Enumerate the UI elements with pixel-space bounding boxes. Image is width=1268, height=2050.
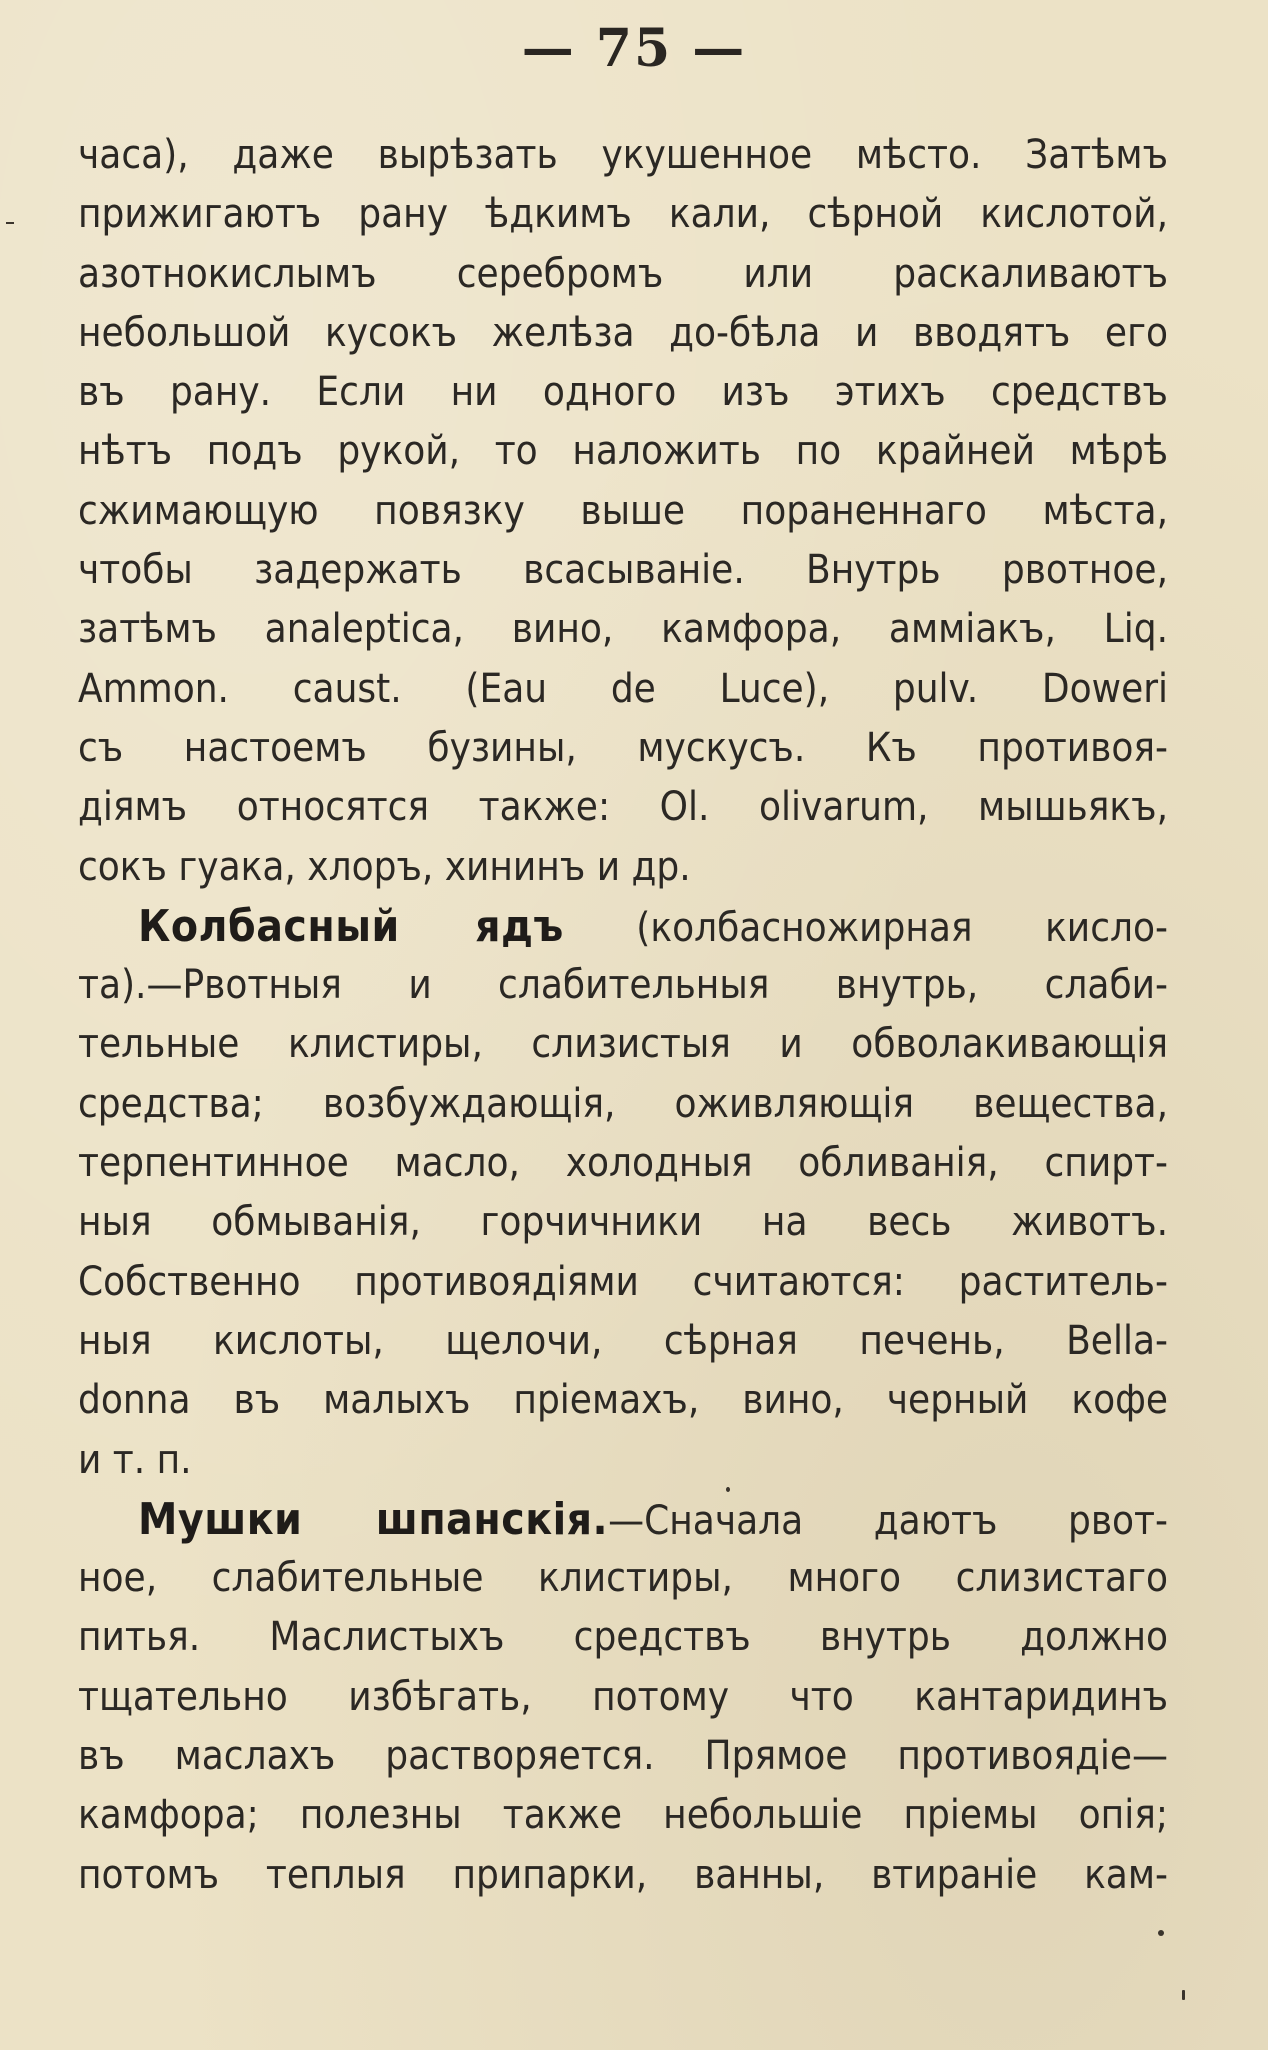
text-line: съ настоемъ бузины, мускусъ. Къ противоя- (78, 724, 1168, 771)
section-heading-line (78, 897, 1168, 956)
section-heading: Колбасный ядъ (138, 900, 564, 952)
text-line: тельные клистиры, слизистыя и обволакивающiя (78, 1021, 1168, 1068)
text-line: прижигаютъ рану ѣдкимъ кали, сѣрной кислотой, (78, 191, 1168, 238)
body-text (78, 126, 1168, 1905)
text-line: тщательно избѣгать, потому что кантаридинъ (78, 1673, 1168, 1720)
text-line: дiямъ относятся также: Ol. olivarum, мышьякъ, (78, 784, 1168, 831)
text-line: потомъ теплыя припарки, ванны, втиранiе кам- (78, 1851, 1168, 1898)
page-number: — 75 — (521, 18, 747, 79)
text-line: азотнокислымъ серебромъ или раскаливаютъ (78, 250, 1168, 297)
text-line: ныя кислоты, щелочи, сѣрная печень, Bella- (78, 1317, 1168, 1364)
text-line: въ маслахъ растворяется. Прямое противоядiе— (78, 1733, 1168, 1780)
text-line: ныя обмыванiя, горчичники на весь животъ. (78, 1199, 1168, 1246)
text-line: камфора; полезны также небольшiе прiемы опiя; (78, 1792, 1168, 1839)
text-line: сжимающую повязку выше пораненнаго мѣста, (78, 487, 1168, 534)
text-line: сокъ гуака, хлоръ, хининъ и др. (78, 843, 691, 890)
text-line: средства; возбуждающiя, оживляющiя вещества, (78, 1080, 1168, 1127)
text-line: и т. п. (78, 1436, 192, 1483)
margin-mark (6, 222, 14, 224)
text-fragment: (колбасножирная кисло- (636, 904, 1168, 951)
text-line: donna въ малыхъ прiемахъ, вино, черный кофе (78, 1377, 1168, 1424)
text-line: терпентинное масло, холодныя обливанiя, спирт- (78, 1140, 1168, 1187)
text-line: часа), даже вырѣзать укушенное мѣсто. Затѣмъ (78, 132, 1168, 178)
text-line: чтобы задержать всасыванiе. Внутрь рвотное, (78, 547, 1168, 594)
text-line: затѣмъ analeptica, вино, камфора, аммiакъ, Liq. (78, 606, 1168, 653)
text-line: Собственно противоядiями считаются: раститель- (78, 1258, 1168, 1305)
text-line: небольшой кусокъ желѣза до-бѣла и вводятъ его (78, 309, 1168, 356)
section-heading: Мушки шпанскiя. (138, 1493, 609, 1545)
ink-speck (1158, 1930, 1164, 1936)
text-line: Ammon. caust. (Eau de Luce), pulv. Doweri (78, 665, 1168, 712)
section-heading-line (78, 1490, 1168, 1549)
ink-speck (1182, 1990, 1185, 2000)
text-line: питья. Маслистыхъ средствъ внутрь должно (78, 1614, 1168, 1661)
text-line: ное, слабительные клистиры, много слизистаго (78, 1555, 1168, 1602)
text-line: нѣтъ подъ рукой, то наложить по крайней мѣрѣ (78, 428, 1168, 475)
text-fragment: —Сначала даютъ рвот- (608, 1497, 1168, 1544)
text-line: въ рану. Если ни одного изъ этихъ средствъ (78, 369, 1168, 416)
text-line: та).—Рвотныя и слабительныя внутрь, слаби- (78, 962, 1168, 1009)
